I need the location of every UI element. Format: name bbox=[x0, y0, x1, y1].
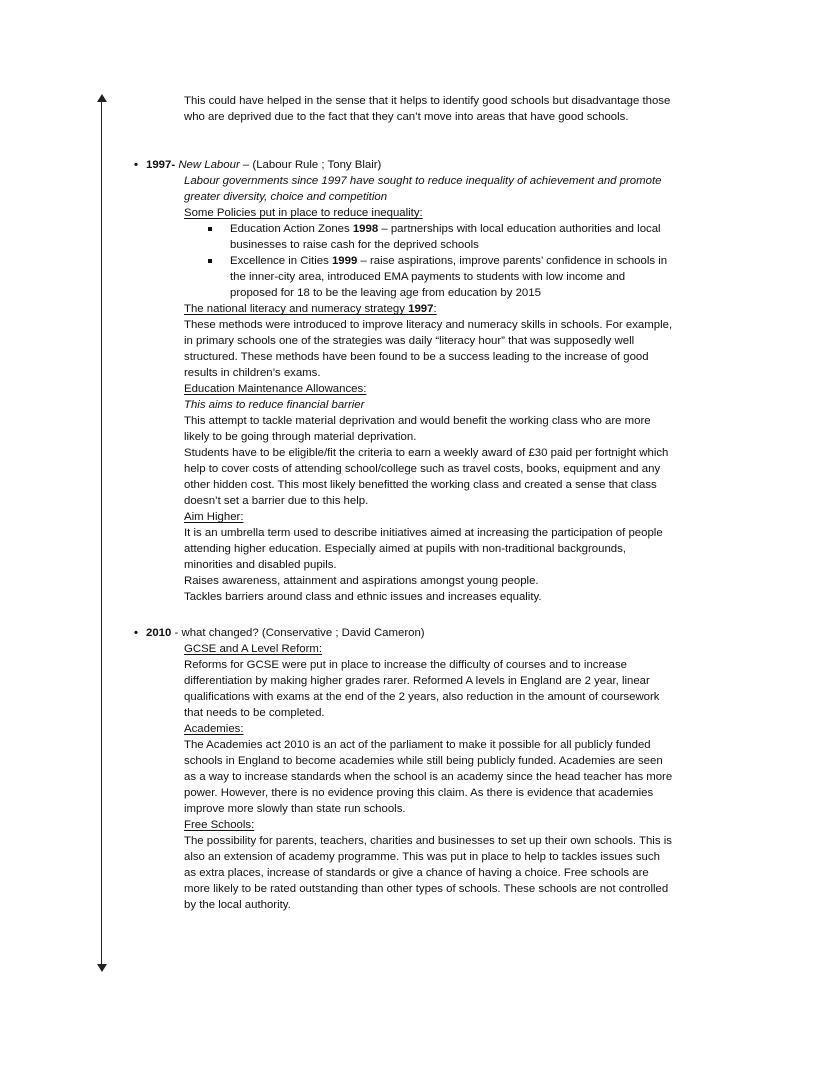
aim-higher-text: Tackles barriers around class and ethnic issues and increases equality. bbox=[184, 591, 542, 603]
gcse-text: Reforms for GCSE were put in place to increase the difficulty of courses and to increase differentiation by making higher grades rarer. Reformed A levels in England are 2 year, linear qualifications with exams at the end of the 2 years, also reduction in the amount of coursework that needs to be completed. bbox=[184, 659, 660, 719]
literacy-text: These methods were introduced to improve literacy and numeracy skills in schools. For example, in primary schools one of the strategies was daily “literacy hour” that was supposedly well structured. These methods have been found to be a success leading to the increase of good results in children’s exams. bbox=[184, 319, 673, 379]
party-detail: – (Labour Rule ; Tony Blair) bbox=[239, 159, 382, 171]
ema-text: Students have to be eligible/fit the criteria to earn a weekly award of £30 paid per fortnight which help to cover costs of attending school/college such as travel costs, books, equipment and any other hidden cost. This most likely benefitted the working class and created a sense that class doesn’t set a barrier due to this help. bbox=[184, 447, 669, 507]
policy-text: – partnerships with local education authorities and local businesses to raise cash for the deprived schools bbox=[230, 223, 661, 251]
timeline-arrow-up-icon bbox=[97, 94, 107, 102]
year-dash: - bbox=[171, 159, 176, 171]
ema-text: This attempt to tackle material deprivation and would benefit the working class who are more likely to be going through material deprivation. bbox=[184, 415, 651, 443]
ema-heading: Education Maintenance Allowances: bbox=[184, 383, 367, 395]
summary-1997: Labour governments since 1997 have sought to reduce inequality of achievement and promote greater diversity, choice and competition bbox=[184, 175, 662, 203]
free-schools-heading: Free Schools: bbox=[184, 819, 255, 831]
intro-paragraph: This could have helped in the sense that it helps to identify good schools but disadvantage those who are deprived due to the fact that they can’t move into areas that have good schools. bbox=[184, 95, 671, 123]
aim-higher-text: It is an umbrella term used to describe initiatives aimed at increasing the participation of people attending higher education. Especially aimed at pupils with non-traditional backgrounds, minorities and disabled pupils. bbox=[184, 527, 663, 571]
aim-higher-heading: Aim Higher: bbox=[184, 511, 244, 523]
academies-heading: Academies: bbox=[184, 723, 244, 735]
heading-1997 bbox=[134, 157, 381, 173]
policy-text: Education Action Zones bbox=[230, 223, 353, 235]
section-2010 bbox=[184, 641, 674, 913]
heading-2010 bbox=[134, 625, 425, 641]
year-2010: 2010 bbox=[146, 627, 172, 639]
section-1997 bbox=[184, 173, 674, 605]
policy-text: Excellence in Cities bbox=[230, 255, 332, 267]
literacy-heading-year: 1997 bbox=[408, 303, 434, 315]
policy-year: 1999 bbox=[331, 255, 358, 267]
academies-text: The Academies act 2010 is an act of the parliament to make it possible for all publicly funded schools in England to become academies while still being publicly funded. Academies are seen as a way to increase standards when the school is an academy since the head teacher has more power. However, there is no evidence proving this claim. As there is evidence that academies improve more slowly than state run schools. bbox=[184, 739, 673, 815]
policies-list bbox=[0, 221, 674, 301]
free-schools-text: The possibility for parents, teachers, charities and businesses to set up their own schools. This is also an extension of academy programme. This was put in place to help to tackles issues such as extra places, increase of standards or give a chance of having a choice. Free schools are more likely to be rated outstanding than other types of schools. These schools are not controlled by the local authority. bbox=[184, 835, 672, 911]
square-bullet-icon bbox=[208, 259, 212, 263]
intro-section bbox=[184, 93, 674, 125]
policy-item bbox=[184, 253, 674, 301]
literacy-heading-colon: : bbox=[433, 303, 437, 315]
literacy-heading-text: The national literacy and numeracy strategy bbox=[184, 303, 409, 315]
aim-higher-text: Raises awareness, attainment and aspirations amongst young people. bbox=[184, 575, 539, 587]
gcse-heading: GCSE and A Level Reform: bbox=[184, 643, 323, 655]
literacy-heading bbox=[184, 301, 674, 317]
policy-text: – raise aspirations, improve parents’ confidence in schools in the inner-city area, introduced EMA payments to students with low income and proposed for 18 to be the leaving age from education by 2015 bbox=[230, 255, 668, 299]
timeline-arrow-down-icon bbox=[97, 964, 107, 972]
ema-aim: This aims to reduce financial barrier bbox=[184, 399, 365, 411]
policy-item bbox=[184, 221, 674, 253]
heading-2010-detail: - what changed? (Conservative ; David Cameron) bbox=[171, 627, 425, 639]
year-1997: 1997 bbox=[146, 159, 172, 171]
square-bullet-icon bbox=[208, 227, 212, 231]
policy-year: 1998 bbox=[352, 223, 379, 235]
bullet-icon: • bbox=[134, 159, 138, 171]
bullet-icon: • bbox=[134, 627, 138, 639]
policies-heading: Some Policies put in place to reduce inequality: bbox=[184, 207, 423, 219]
party-name: New Labour bbox=[178, 159, 240, 171]
